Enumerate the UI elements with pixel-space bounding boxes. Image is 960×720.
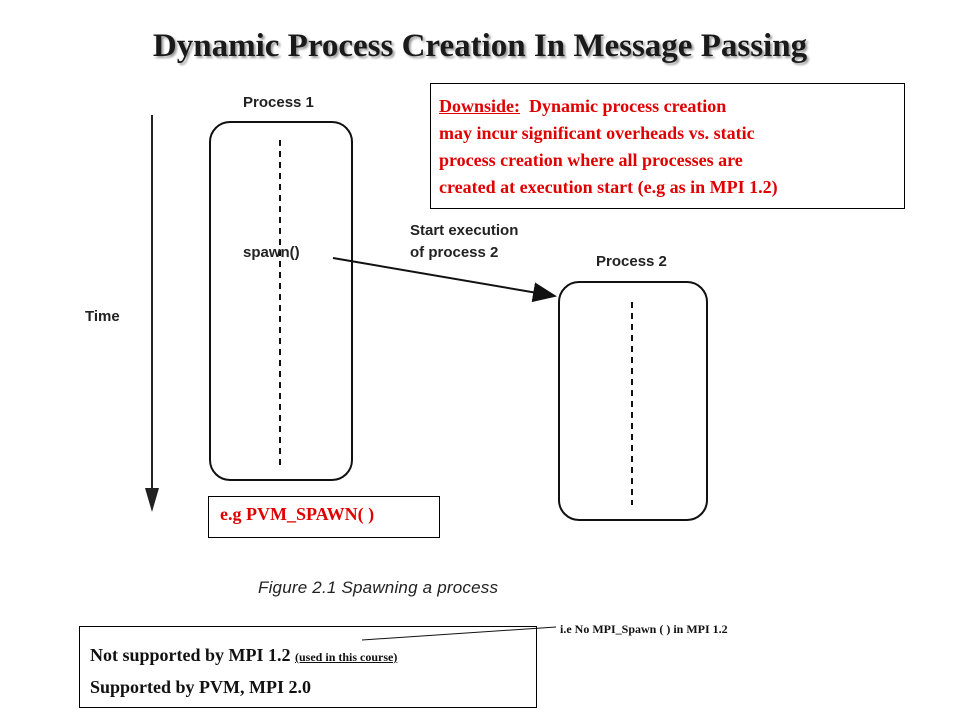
downside-note bbox=[430, 83, 905, 209]
support-line1-small: (used in this course) bbox=[295, 650, 398, 664]
downside-heading: Downside: bbox=[439, 96, 521, 116]
example-note bbox=[208, 496, 440, 538]
arrow-note bbox=[410, 220, 518, 264]
downside-line2: may incur significant overheads vs. static bbox=[439, 123, 755, 143]
slide-title: Dynamic Process Creation In Message Passing bbox=[152, 28, 808, 64]
side-note: i.e No MPI_Spawn ( ) in MPI 1.2 bbox=[560, 622, 728, 636]
figure-caption: Figure 2.1 Spawning a process bbox=[258, 578, 499, 597]
support-note bbox=[79, 626, 537, 708]
time-arrowhead bbox=[145, 488, 159, 512]
process2-label: Process 2 bbox=[596, 253, 667, 270]
downside-line3: process creation where all processes are bbox=[439, 150, 743, 170]
spawn-call-label: spawn() bbox=[243, 244, 300, 261]
downside-line4: created at execution start (e.g as in MPI 1.2) bbox=[439, 177, 778, 197]
example-text: e.g PVM_SPAWN( ) bbox=[220, 504, 375, 524]
arrow-note-line1: Start execution bbox=[410, 222, 519, 239]
support-line2: Supported by PVM, MPI 2.0 bbox=[90, 677, 312, 697]
support-line1: Not supported by MPI 1.2 bbox=[90, 645, 296, 665]
downside-line1: Dynamic process creation bbox=[520, 96, 727, 116]
process1-label: Process 1 bbox=[243, 94, 314, 111]
arrow-note-line2: of process 2 bbox=[410, 244, 499, 261]
time-label: Time bbox=[85, 308, 120, 325]
